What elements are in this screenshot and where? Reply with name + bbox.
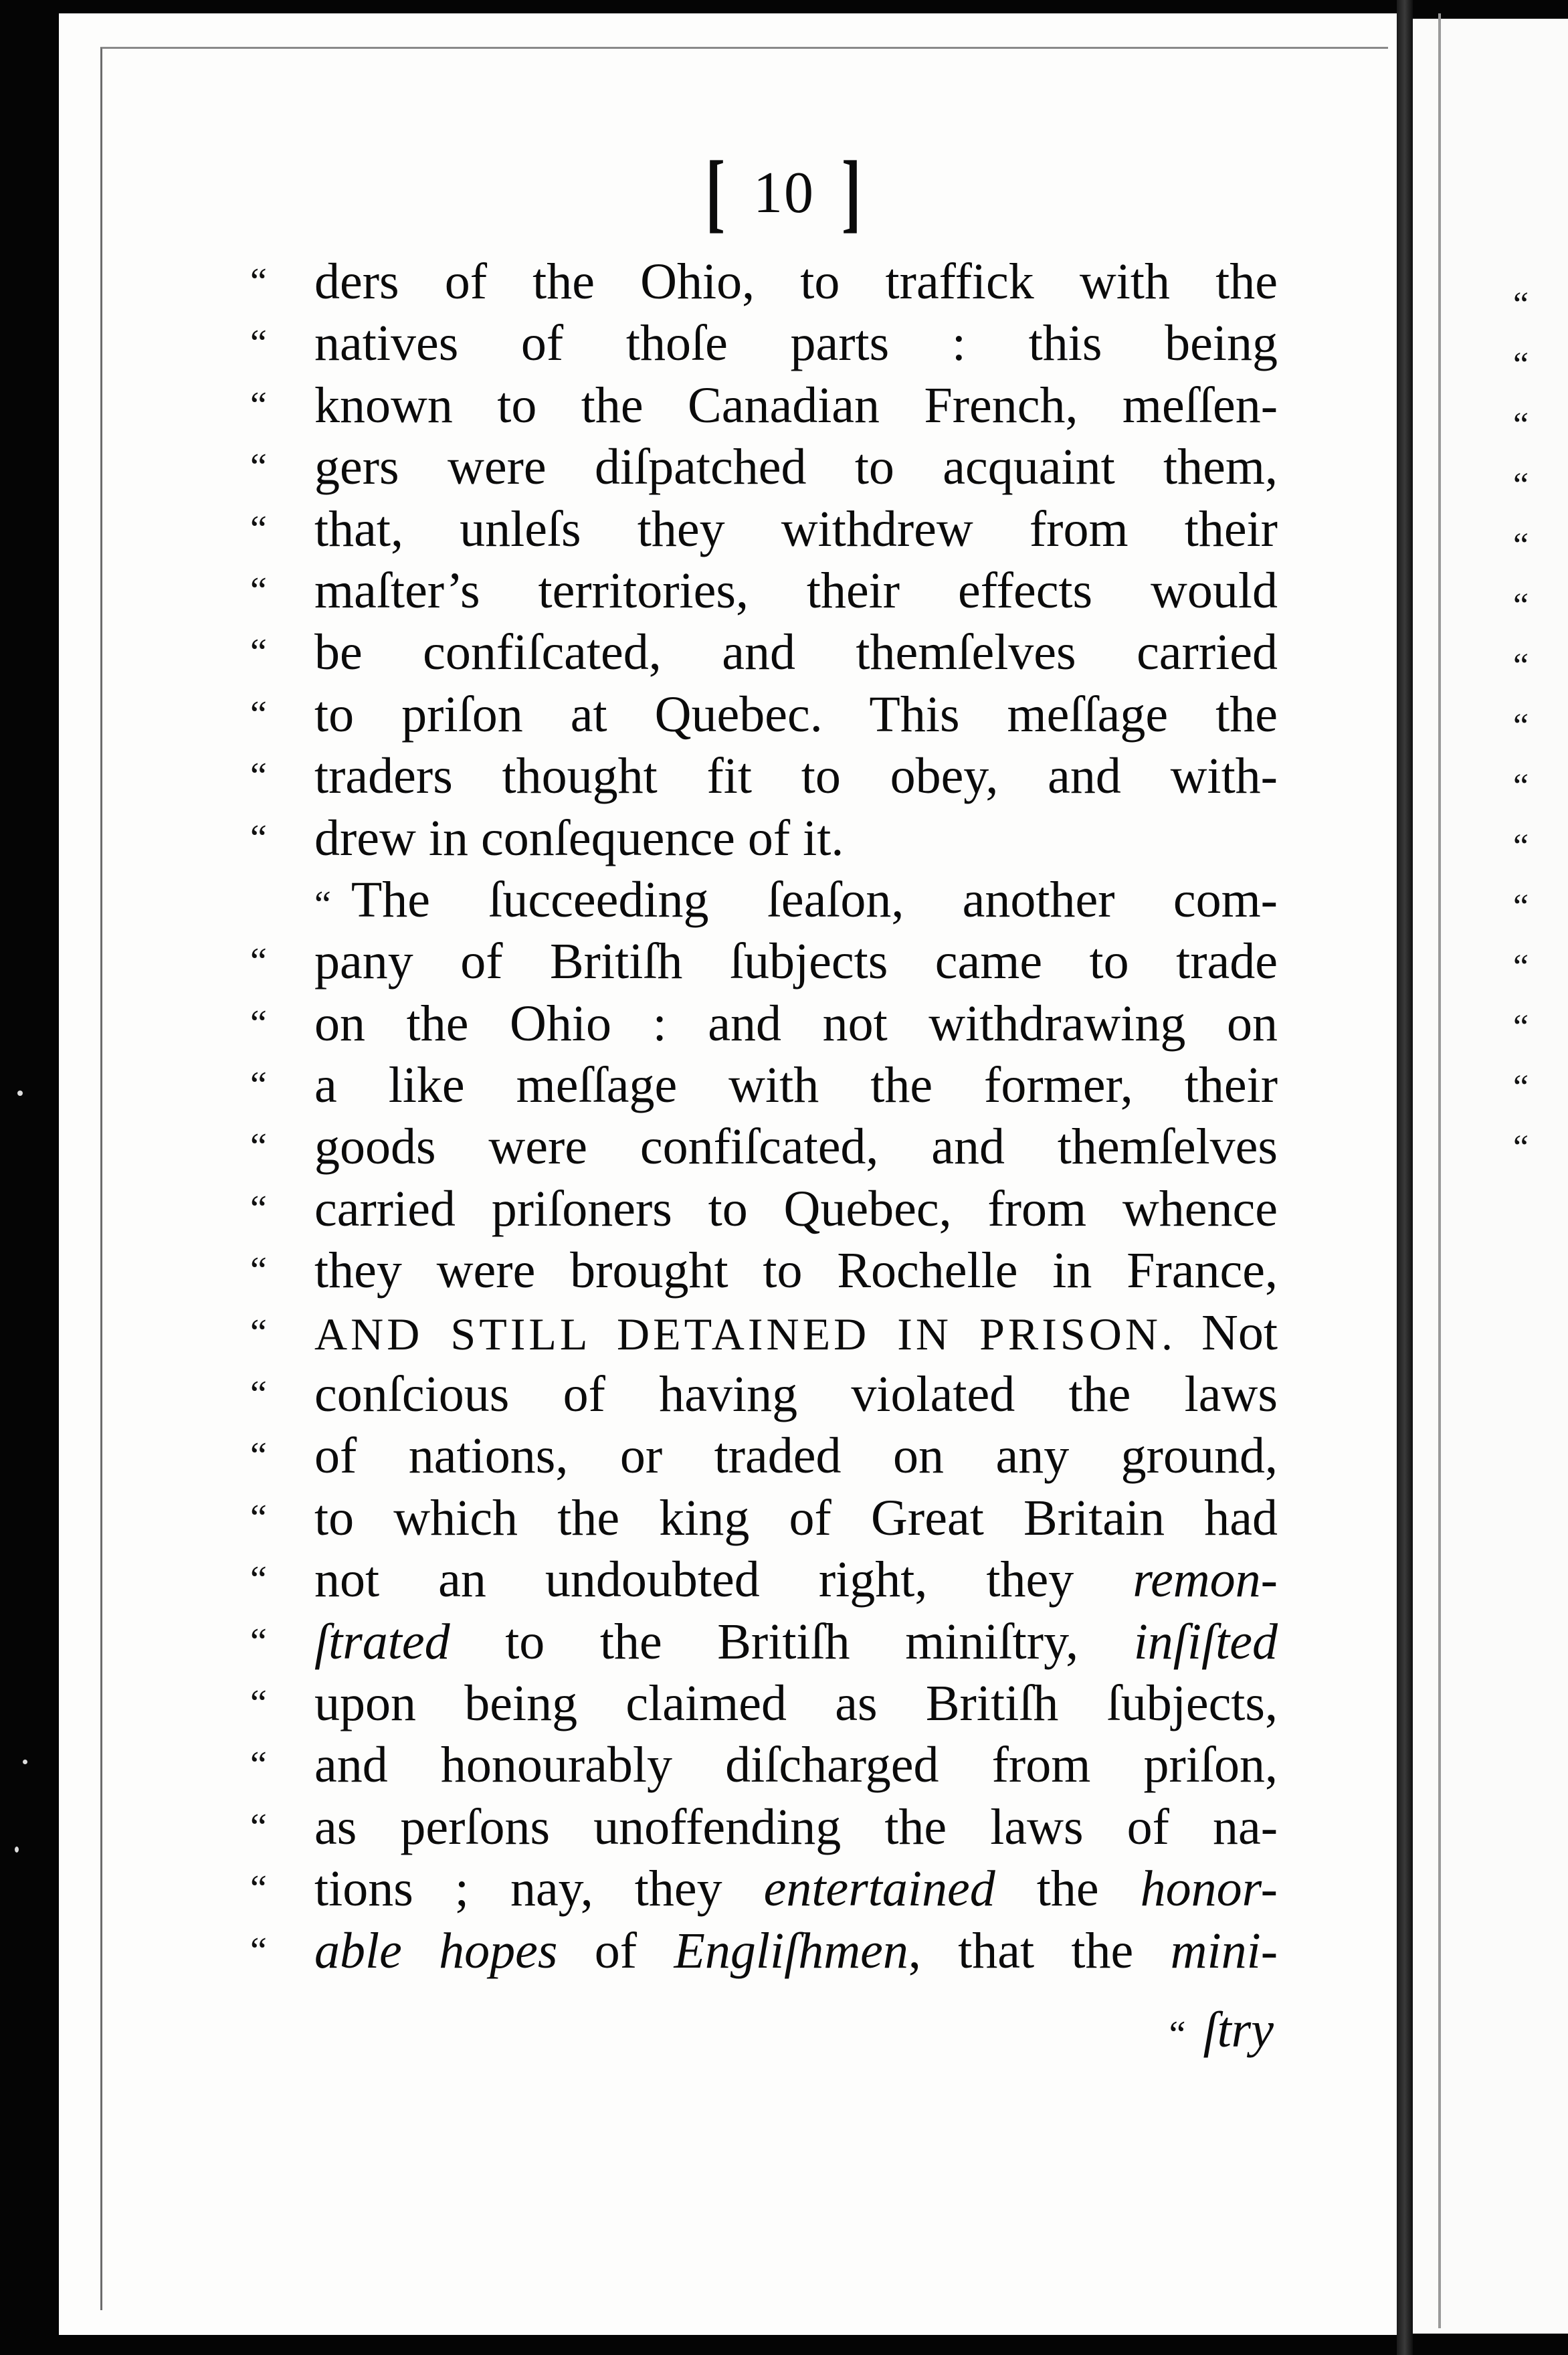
facing-page-quote-mark: “: [1513, 647, 1529, 685]
line-quote-mark: “: [250, 569, 267, 611]
italic-text: remon-: [1133, 1551, 1278, 1608]
catchword-quote-mark: “: [1169, 2014, 1186, 2055]
line-quote-mark: “: [250, 1435, 267, 1477]
italic-text: mini-: [1170, 1922, 1278, 1979]
line-text: maſter’s territories, their effects would: [314, 562, 1278, 619]
line-quote-mark: “: [250, 817, 267, 859]
facing-page-quote-mark: “: [1513, 1068, 1529, 1107]
line-text: carried priſoners to Quebec, from whence: [314, 1180, 1278, 1237]
line-text: tions ; nay, they: [314, 1861, 764, 1917]
italic-text: inſiſted: [1133, 1613, 1278, 1670]
italic-text: honor-: [1140, 1861, 1278, 1917]
scan-speck: [23, 1760, 27, 1764]
line-text: not an undoubted right, they: [314, 1551, 1133, 1608]
text-line: [250, 1549, 1278, 1610]
right-page-edge: [1438, 13, 1441, 2328]
text-line: [250, 312, 1278, 374]
line-quote-mark: “: [250, 1868, 267, 1910]
line-quote-mark: “: [250, 1497, 267, 1539]
line-quote-mark: “: [250, 1002, 267, 1044]
italic-text: entertained: [763, 1861, 995, 1917]
line-quote-mark: “: [250, 1620, 267, 1663]
facing-page-quote-mark: “: [1513, 1008, 1529, 1046]
facing-page-quote-mark: “: [1513, 346, 1529, 384]
line-text: gers were diſpatched to acquaint them,: [314, 439, 1278, 496]
text-line: [250, 745, 1278, 807]
line-text: they were brought to Rochelle in France,: [314, 1242, 1278, 1299]
text-line: [250, 1178, 1278, 1240]
text-line: [250, 684, 1278, 745]
text-line: [250, 1487, 1278, 1549]
text-line: [250, 1920, 1278, 1982]
facing-page-quote-mark: “: [1513, 707, 1529, 745]
line-quote-mark: “: [250, 384, 267, 426]
line-quote-mark: “: [250, 1806, 267, 1848]
line-quote-mark: “: [250, 1126, 267, 1168]
line-quote-mark: “: [250, 322, 267, 365]
text-line: [250, 931, 1278, 992]
line-quote-mark: “: [250, 1374, 267, 1416]
line-text: of: [557, 1922, 674, 1979]
small-caps-text: AND STILL DETAINED IN PRISON.: [314, 1308, 1176, 1359]
line-text: to priſon at Quebec. This meſſage the: [314, 686, 1278, 743]
line-text: a like meſſage with the former, their: [314, 1057, 1278, 1114]
text-line: [250, 498, 1278, 560]
line-text: , that the: [908, 1922, 1171, 1979]
facing-page-quote-mark: “: [1513, 828, 1529, 866]
italic-text: ſtrated: [314, 1613, 450, 1670]
line-quote-mark: “: [250, 1064, 267, 1107]
body-text: [250, 251, 1278, 1982]
right-page-fragment: [1413, 19, 1568, 2334]
facing-page-quote-mark: “: [1513, 406, 1529, 444]
line-text: on the Ohio : and not withdrawing on: [314, 995, 1278, 1052]
text-line: [250, 1240, 1278, 1301]
text-line: [250, 251, 1278, 312]
line-text: drew in conſequence of it.: [314, 810, 844, 866]
line-text: upon being claimed as Britiſh ſubjects,: [314, 1675, 1278, 1731]
text-line: [250, 436, 1278, 498]
line-quote-mark: “: [250, 1744, 267, 1786]
facing-page-quote-mark: “: [1513, 948, 1529, 986]
line-text: goods were confiſcated, and themſelves: [314, 1119, 1278, 1175]
scan-speck: [15, 1847, 19, 1853]
line-text: known to the Canadian French, meſſen-: [314, 377, 1278, 434]
text-line: [250, 1734, 1278, 1796]
page-number: 10: [753, 161, 815, 225]
line-text: to the Britiſh miniſtry,: [450, 1613, 1134, 1670]
facing-page-quote-mark: “: [1513, 466, 1529, 504]
line-quote-mark: “: [250, 1559, 267, 1601]
line-text: of nations, or traded on any ground,: [314, 1428, 1278, 1485]
header-left-bracket: [: [705, 144, 726, 242]
line-quote-mark: “: [250, 632, 267, 674]
catchword-text: ſtry: [1203, 2002, 1274, 2058]
line-text: ders of the Ohio, to traffick with the: [314, 254, 1278, 310]
line-quote-mark: “: [250, 941, 267, 983]
line-text: conſcious of having violated the laws: [314, 1366, 1278, 1423]
italic-text: Engliſhmen: [674, 1922, 908, 1979]
line-text: the: [995, 1861, 1141, 1917]
line-text: that, unleſs they withdrew from their: [314, 500, 1278, 557]
line-text: and honourably diſcharged from priſon,: [314, 1737, 1278, 1794]
line-text: pany of Britiſh ſubjects came to trade: [314, 933, 1278, 990]
line-text: natives of thoſe parts : this being: [314, 315, 1278, 372]
facing-page-quote-mark: “: [1513, 286, 1529, 324]
page-header: [0, 144, 1568, 242]
facing-page-quote-mark: “: [1513, 587, 1529, 625]
text-line: [250, 808, 1278, 869]
line-quote-mark: “: [250, 755, 267, 797]
scan-speck: [17, 1091, 23, 1096]
text-line: [250, 1673, 1278, 1734]
italic-text: able hopes: [314, 1922, 558, 1979]
facing-page-quote-mark: “: [1513, 1129, 1529, 1167]
text-line: [250, 560, 1278, 622]
facing-page-quote-mark: “: [1513, 767, 1529, 806]
text-line: [314, 869, 1278, 931]
text-line: [250, 1611, 1278, 1673]
line-quote-mark: “: [250, 261, 267, 302]
text-line: [250, 375, 1278, 436]
text-line: [250, 622, 1278, 683]
text-line: [250, 1054, 1278, 1116]
line-quote-mark: “: [250, 693, 267, 735]
line-text: traders thought fit to obey, and with-: [314, 748, 1278, 805]
line-text: to which the king of Great Britain had: [314, 1489, 1278, 1546]
text-line: [250, 1858, 1278, 1919]
header-right-bracket: ]: [842, 144, 863, 242]
line-text: as perſons unoffending the laws of na-: [314, 1798, 1278, 1855]
paragraph-quote-mark: “: [314, 883, 331, 925]
line-text: Not: [1175, 1304, 1278, 1361]
facing-page-quote-mark: “: [1513, 527, 1529, 565]
text-line: [250, 993, 1278, 1054]
text-line: [250, 1363, 1278, 1425]
catchword: [1169, 1999, 1274, 2065]
line-quote-mark: “: [250, 508, 267, 550]
line-text: The ſucceeding ſeaſon, another com-: [351, 871, 1278, 928]
facing-page-quote-mark: “: [1513, 888, 1529, 926]
line-text: be confiſcated, and themſelves carried: [314, 624, 1278, 681]
line-quote-mark: “: [250, 446, 267, 488]
text-line: [250, 1796, 1278, 1858]
line-quote-mark: “: [250, 1682, 267, 1724]
line-quote-mark: “: [250, 1250, 267, 1292]
text-line: [250, 1116, 1278, 1178]
line-quote-mark: “: [250, 1311, 267, 1353]
text-line: [250, 1302, 1278, 1363]
line-quote-mark: “: [250, 1188, 267, 1230]
book-gutter: [1397, 0, 1413, 2355]
line-quote-mark: “: [250, 1929, 267, 1972]
text-line: [250, 1425, 1278, 1487]
